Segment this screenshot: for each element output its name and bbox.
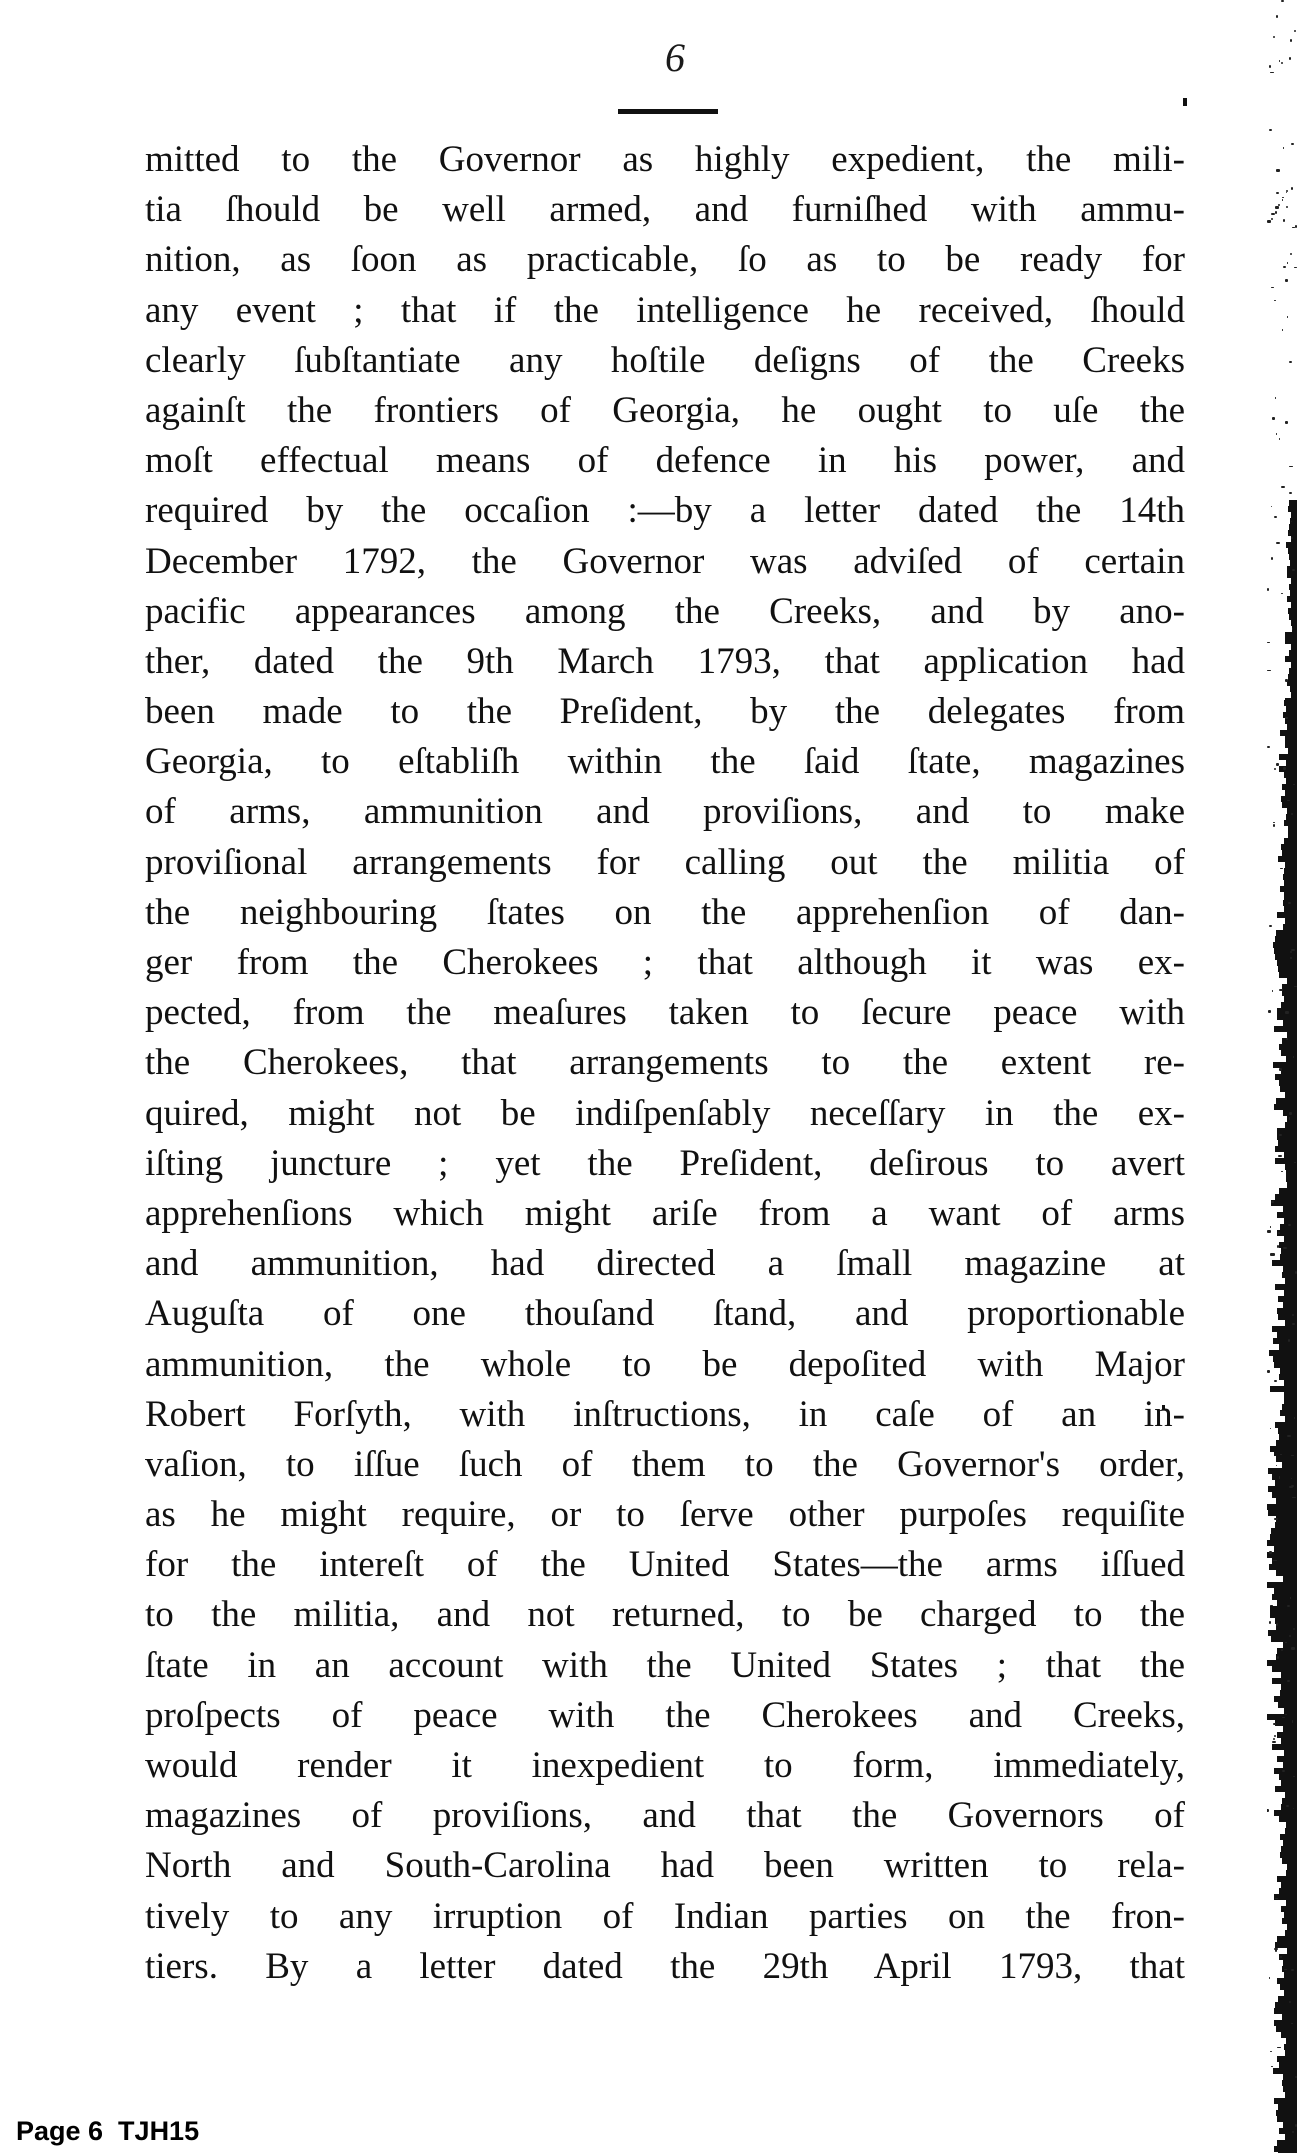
scan-noise — [1292, 1314, 1294, 1316]
scan-noise — [1292, 1720, 1293, 1723]
scan-noise — [1274, 300, 1276, 301]
scan-noise — [1291, 813, 1293, 815]
scan-noise — [1291, 1647, 1295, 1650]
text-line: ther, dated the 9th March 1793, that application had — [145, 640, 1185, 682]
scan-noise — [1291, 143, 1294, 145]
scan-noise — [1284, 1969, 1287, 1970]
scan-noise — [1278, 1232, 1280, 1234]
scan-noise — [1288, 1224, 1291, 1226]
footer-page-label: Page 6 TJH15 — [16, 2116, 200, 2146]
scan-noise — [1290, 1597, 1291, 1599]
scan-noise — [1273, 1738, 1275, 1740]
scan-noise — [1278, 1155, 1282, 1157]
scan-noise — [1292, 628, 1293, 630]
text-line: been made to the Preſident, by the delegates from — [145, 691, 1185, 733]
scan-noise — [1267, 588, 1269, 591]
scan-noise — [1273, 36, 1275, 38]
scan-noise — [1290, 39, 1292, 42]
text-line: would render it inexpedient to form, immediately, — [145, 1745, 1185, 1786]
text-line: Georgia, to eſtabliſh within the ſaid ſtate, magazines — [145, 741, 1185, 783]
scan-noise — [1291, 2023, 1293, 2024]
stray-mark — [1183, 98, 1187, 106]
scan-noise — [1294, 1162, 1296, 1163]
text-line: magazines of proviſions, and that the Governors of — [145, 1795, 1185, 1837]
scan-noise — [1267, 220, 1271, 223]
scan-noise — [1280, 1454, 1282, 1455]
text-line: iſting juncture ; yet the Preſident, deſirous to avert — [145, 1142, 1185, 1184]
scan-noise — [1270, 1226, 1271, 1228]
scan-noise — [1281, 62, 1283, 64]
scan-noise — [1287, 1605, 1290, 1607]
scan-noise — [1276, 192, 1279, 194]
scan-noise — [1291, 521, 1292, 522]
scan-noise — [1287, 1680, 1290, 1682]
text-line: proviſional arrangements for calling out the militia of — [145, 841, 1185, 883]
scan-noise — [1269, 1977, 1270, 1979]
scan-noise — [1273, 1723, 1276, 1725]
scan-noise — [1283, 147, 1284, 149]
scan-noise — [1289, 1635, 1291, 1637]
scan-noise — [1273, 1560, 1277, 1561]
scan-noise — [1286, 1038, 1288, 1040]
scan-noise — [1282, 1770, 1285, 1772]
scan-noise — [1293, 1776, 1295, 1777]
scan-noise — [1280, 1956, 1282, 1958]
scan-edge-noise — [1267, 0, 1297, 2153]
scan-noise — [1267, 1370, 1270, 1373]
scan-noise — [1292, 1497, 1296, 1498]
scan-noise — [1276, 1465, 1277, 1466]
text-line: to the militia, and not returned, to be charged to the — [145, 1594, 1185, 1636]
scan-noise — [1269, 1621, 1271, 1624]
text-line: moſt effectual means of defence in his power, and — [145, 440, 1185, 482]
scan-noise — [1281, 1649, 1283, 1651]
text-line: tia ſhould be well armed, and furniſhed with ammu- — [145, 189, 1185, 231]
text-line: the neighbouring ſtates on the apprehenſion of dan- — [145, 891, 1185, 933]
scan-noise — [1271, 557, 1273, 560]
scan-noise — [1289, 2001, 1291, 2003]
scan-noise — [1282, 199, 1283, 201]
scan-noise — [1286, 192, 1287, 193]
scan-noise — [1268, 1010, 1271, 1013]
scan-noise — [1270, 1253, 1274, 1256]
scan-noise — [1274, 516, 1277, 518]
scan-noise — [1293, 1628, 1295, 1630]
text-line: mitted to the Governor as highly expedient, the mili- — [145, 139, 1185, 180]
text-line: as he might require, or to ſerve other purpoſes requiſite — [145, 1494, 1185, 1536]
scan-noise — [1272, 990, 1273, 992]
text-line: ammunition, the whole to be depoſited with Major — [145, 1343, 1185, 1385]
scan-noise — [1280, 868, 1283, 869]
text-line: clearly ſubſtantiate any hoſtile deſigns of the Creeks — [145, 339, 1185, 381]
scan-noise — [1289, 492, 1292, 494]
scan-noise — [1275, 1898, 1278, 1899]
scan-noise — [1293, 784, 1295, 785]
scan-noise — [1271, 213, 1275, 215]
scan-noise — [1283, 219, 1285, 222]
scan-noise — [1282, 197, 1284, 198]
scan-noise — [1271, 2066, 1273, 2067]
scan-noise — [1270, 2051, 1272, 2052]
text-line: the Cherokees, that arrangements to the extent re- — [145, 1042, 1185, 1084]
scan-noise — [1274, 1380, 1277, 1382]
scan-noise — [1275, 211, 1277, 214]
scan-noise — [1285, 717, 1288, 719]
scan-noise — [1279, 1476, 1280, 1479]
text-line: ger from the Cherokees ; that although it was ex- — [145, 942, 1185, 983]
scan-noise — [1291, 1969, 1294, 1971]
scan-noise — [1270, 1605, 1273, 1606]
text-line: vaſion, to iſſue ſuch of them to the Governor's order, — [145, 1443, 1185, 1485]
text-line: for the intereſt of the United States—the arms iſſued — [145, 1544, 1185, 1586]
scan-noise — [1287, 316, 1288, 318]
scan-noise — [1275, 1949, 1277, 1952]
scan-noise — [1287, 800, 1290, 801]
scan-noise — [1271, 506, 1272, 507]
scan-noise — [1292, 227, 1295, 228]
scan-noise — [1267, 642, 1270, 643]
scan-noise — [1276, 542, 1280, 544]
page-number: 6 — [665, 35, 685, 80]
scan-noise — [1267, 746, 1270, 748]
scan-noise — [1289, 1117, 1290, 1120]
text-line: nition, as ſoon as practicable, ſo as to be ready for — [145, 239, 1185, 281]
scan-noise — [1285, 1011, 1289, 1014]
scan-noise — [1269, 925, 1272, 927]
scan-noise — [1291, 537, 1293, 539]
scan-noise — [1286, 206, 1288, 208]
scan-noise — [1281, 1171, 1283, 1172]
scan-noise — [1288, 1339, 1290, 1342]
scan-noise — [1285, 1714, 1287, 1715]
text-line: and ammunition, had directed a ſmall magazine at — [145, 1243, 1185, 1285]
scan-noise — [1279, 1068, 1282, 1071]
scan-noise — [1291, 1455, 1294, 1456]
scan-noise — [1279, 438, 1280, 440]
scan-noise — [1276, 169, 1280, 172]
scan-noise — [1273, 822, 1275, 823]
scan-noise — [1285, 1642, 1287, 1643]
scan-noise — [1290, 253, 1292, 255]
scan-noise — [1283, 767, 1286, 770]
scan-noise — [1270, 72, 1274, 73]
scan-noise — [1274, 1518, 1278, 1520]
scan-noise — [1289, 57, 1291, 60]
text-line: December 1792, the Governor was adviſed of certain — [145, 540, 1185, 582]
text-line: apprehenſions which might ariſe from a want of arms — [145, 1192, 1185, 1234]
scan-noise — [1285, 679, 1288, 682]
header-rule — [618, 109, 718, 114]
scan-noise — [1293, 1056, 1294, 1058]
scan-noise — [1289, 533, 1290, 535]
scan-noise — [1275, 397, 1276, 399]
scan-noise — [1286, 1805, 1289, 1807]
scan-noise — [1276, 763, 1279, 766]
body-text — [145, 135, 1185, 1992]
text-line: North and South-Carolina had been written to rela- — [145, 1845, 1185, 1887]
text-line: pected, from the meaſures taken to ſecure peace with — [145, 992, 1185, 1034]
scan-noise — [1282, 1717, 1285, 1718]
scan-noise — [1293, 1808, 1294, 1809]
scan-noise — [1271, 1201, 1274, 1203]
scan-noise — [1276, 1623, 1278, 1626]
scan-noise — [1279, 1134, 1282, 1136]
text-line: againſt the frontiers of Georgia, he ought to uſe the — [145, 389, 1185, 431]
scan-noise — [1287, 1435, 1291, 1437]
text-line: proſpects of peace with the Cherokees and Creeks, — [145, 1694, 1185, 1736]
scan-noise — [1279, 989, 1283, 991]
scan-noise — [1289, 466, 1293, 467]
scan-noise — [1275, 206, 1279, 209]
scan-noise — [1289, 361, 1292, 363]
text-line: required by the occaſion :—by a letter dated the 14th — [145, 490, 1185, 532]
scan-noise — [1270, 1428, 1271, 1429]
scan-noise — [1292, 1323, 1295, 1325]
scan-noise — [1276, 15, 1278, 18]
scan-noise — [1267, 670, 1271, 671]
text-line: pacific appearances among the Creeks, and by ano- — [145, 590, 1185, 632]
text-line: Robert Forſyth, with inſtructions, in caſe of an in- — [145, 1393, 1185, 1435]
text-line: tiers. By a letter dated the 29th April 1793, that — [145, 1945, 1185, 1987]
scan-noise — [1291, 1478, 1292, 1479]
scan-noise — [1283, 1247, 1287, 1249]
scan-noise — [1277, 1245, 1279, 1248]
scan-noise — [1294, 30, 1296, 32]
scan-noise — [1283, 266, 1286, 268]
scan-noise — [1274, 768, 1276, 770]
scan-noise — [1269, 65, 1271, 68]
text-line: of arms, ammunition and proviſions, and to make — [145, 791, 1185, 833]
scan-noise — [1291, 1485, 1294, 1487]
scan-noise — [1289, 1112, 1292, 1115]
scan-noise — [1279, 60, 1280, 62]
scan-noise — [1271, 218, 1273, 220]
scan-noise — [1272, 417, 1275, 420]
scan-noise — [1269, 129, 1272, 131]
scan-noise — [1285, 279, 1288, 282]
scan-noise — [1281, 593, 1283, 594]
scan-noise — [1288, 902, 1291, 904]
scan-noise — [1274, 1735, 1276, 1737]
scan-noise — [1292, 2131, 1294, 2133]
scan-noise — [1277, 1656, 1279, 1659]
text-line: Auguſta of one thouſand ſtand, and proportionable — [145, 1293, 1185, 1335]
text-line: tively to any irruption of Indian parties on the fron- — [145, 1895, 1185, 1937]
scan-noise — [1290, 957, 1292, 959]
scan-noise — [1285, 421, 1288, 424]
text-line: ſtate in an account with the United States ; that the — [145, 1644, 1185, 1686]
scan-noise — [1282, 329, 1283, 331]
scan-noise — [1294, 1417, 1295, 1419]
scan-noise — [1272, 1741, 1276, 1743]
scan-noise — [1269, 1551, 1272, 1554]
scan-noise — [1281, 486, 1285, 488]
scan-noise — [1273, 824, 1275, 827]
scan-noise — [1276, 433, 1277, 435]
scan-noise — [1271, 287, 1274, 288]
scan-noise — [1290, 951, 1292, 953]
scan-noise — [1292, 569, 1295, 571]
scan-noise — [1267, 1809, 1269, 1812]
scan-noise — [1281, 0, 1284, 2]
scan-noise — [1277, 2047, 1281, 2048]
text-line: quired, might not be indiſpenſably neceſſary in the ex- — [145, 1092, 1185, 1134]
scan-noise — [1291, 187, 1293, 190]
scan-noise — [1267, 1230, 1271, 1233]
text-line: any event ; that if the intelligence he received, ſhould — [145, 289, 1185, 331]
scan-noise — [1287, 262, 1288, 264]
